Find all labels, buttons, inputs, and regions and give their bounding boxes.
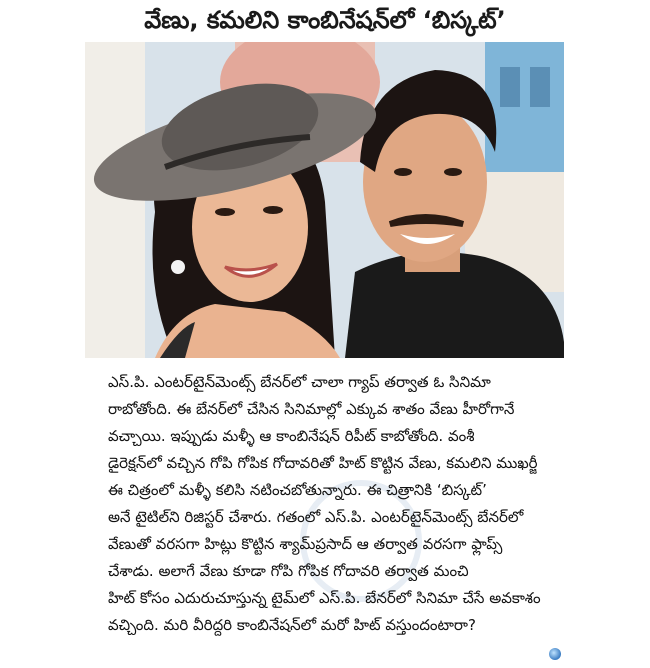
article-photo [85, 42, 564, 358]
article-line: హిట్ కోసం ఎదురుచూస్తున్న టైమ్‌లో ఎస్.పి. బేనర్‌లో సినిమా చేసే అవకాశం [108, 589, 541, 607]
article-line: వచ్చింది. మరి వీరిద్దరి కాంబినేషన్‌లో మరో హిట్ వస్తుందంటారా? [108, 616, 476, 634]
headline: వేణు, కమలిని కాంబినేషన్‌లో ‘బిస్కట్’ [144, 6, 506, 34]
article-line: ఎస్.పి. ఎంటర్‌టైన్‌మెంట్స్ బేనర్‌లో చాలా గ్యాప్ తర్వాత ఓ సినిమా [108, 373, 491, 391]
article-body [108, 369, 568, 639]
article-line: వచ్చాయి. ఇప్పుడు మళ్ళీ ఆ కాంబినేషన్ రిపీట్ కాబోతోంది. వంశీ [108, 427, 475, 445]
couple-photo [85, 42, 564, 358]
woman-earring [171, 260, 185, 274]
article-line: రాబోతోంది. ఈ బేనర్‌లో చేసిన సినిమాల్లో ఎక్కువ శాతం వేణు హీరోగానే [108, 400, 515, 418]
article-line: డైరెక్షన్‌లో వచ్చిన గోపి గోపిక గోదావరితో హిట్ కొట్టిన వేణు, కమలిని ముఖర్జీ [108, 454, 538, 472]
share-icon[interactable] [549, 648, 561, 660]
article-line: చేశాడు. అలాగే వేణు కూడా గోపి గోపిక గోదావరి తర్వాత మంచి [108, 562, 469, 580]
article-line: వేణుతో వరసగా హిట్లు కొట్టిన శ్యామ్‌ప్రసాద్ ఆ తర్వాత వరసగా ఫ్లాప్స్ [108, 535, 503, 553]
article-line: ఈ చిత్రంలో మళ్ళీ కలిసి నటించబోతున్నారు. ఈ చిత్రానికి ‘బిస్కట్’ [108, 481, 487, 499]
article-line: అనే టైటిల్‌ని రిజిస్టర్ చేశారు. గతంలో ఎస్.పి. ఎంటర్‌టైన్‌మెంట్స్ బేనర్‌లో [108, 508, 524, 526]
